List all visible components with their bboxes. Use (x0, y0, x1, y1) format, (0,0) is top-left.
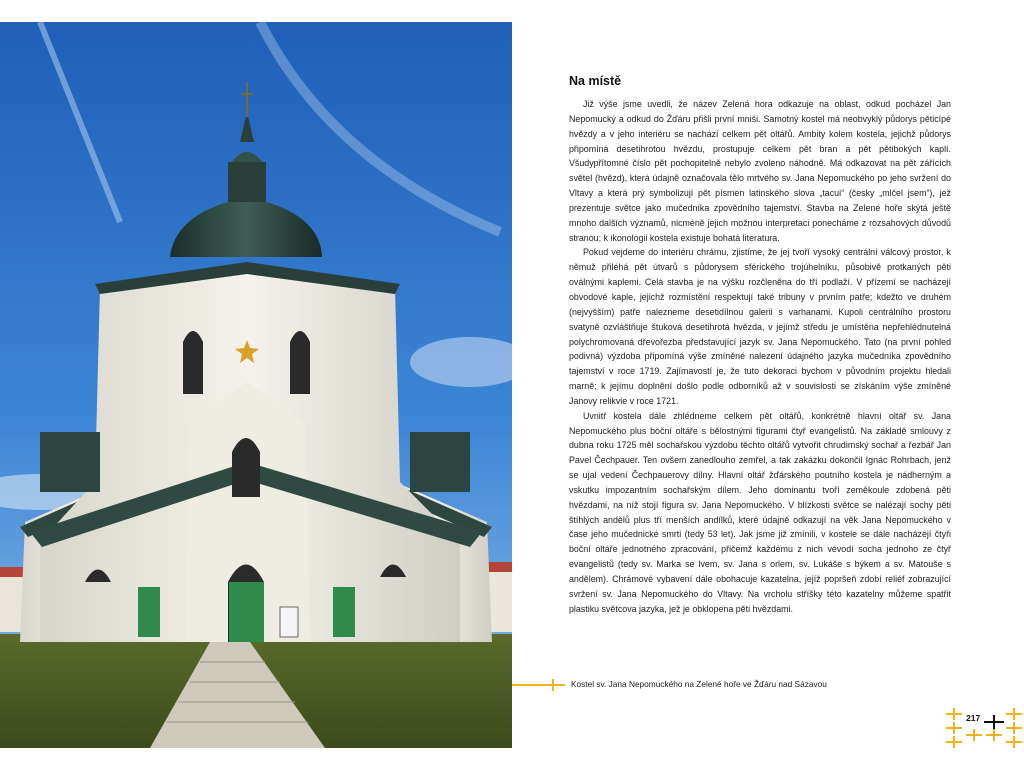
paragraph: Pokud vejdeme do interiéru chrámu, zjistíme, že jej tvoří vysoký centrální válcový prostor, k němuž přiléhá pět útvarů s půdorysem sférického trojúhelníku, působivě protkaných pěti oválnými kaplemi. Celá stavba je na výšku rozčleněna do tří podlaží. V přízemí se nacházejí obvodové kaple, jejichž rozmístění respektují také tribuny v prvním patře; kdežto ve druhém (nejvyšším) patře nalezneme desetidílnou galerii s varhanami. Kupoli centrálního prostoru svatyně ozvláštňuje štuková desetihrotá hvězda, v jejímž středu je umístěna nepřehlédnutelná polychromovaná dřevořezba představující jazyk sv. Jana Nepomuckého. Tato (na první pohled podivná) výzdoba připomíná výše zmíněné nalezení údajného jazyka mučedníka zpovědního tajemství v roce 1719. Zajímavostí je, že tuto dekoraci bychom v původním projektu hledali marně; k jejímu doplnění došlo podle odborníků až v souvislosti se získáním výše zmíněné Janovy relikvie v roce 1721. (569, 247, 951, 406)
paragraph: Již výše jsme uvedli, že název Zelená hora odkazuje na oblast, odkud pocházel Jan Nepomucký a odkud do Žďáru přišli první mniši. Samotný kostel má neobvyklý půdorys pěticípé hvězdy a v jeho interiéru se nachází celkem pět oltářů. Ambity kolem kostela, jejichž půdorys připomíná desetihrotou hvězdu, prostupuje celkem pět bran a pět pětibokých kaplí. Všudypřítomné číslo pět pochopitelně nebylo zvoleno náhodně. Má odkazovat na pět zářících světel (hvězd), která údajně označovala tělo mrtvého sv. Jana Nepomuckého po jeho svržení do Vltavy a která prý symbolizují pět písmen latinského slova „tacui“ (česky „mlčel jsem“), jež prezentuje světce jako mučedníka zpovědního tajemství. Stavba na Zelené hoře skýtá ještě mnoho dalších významů, nicméně jejich možnou interpretaci ponecháme z rozsahových důvodů stranou; k ikonologii kostela existuje bohatá literatura. (569, 99, 951, 243)
paragraph: Uvnitř kostela dále zhlédneme celkem pět oltářů, konkrétně hlavní oltář sv. Jana Nepomuckého plus boční oltáře s bělostnými figurami čtyř evangelistů. Na základě smlouvy z dubna roku 1725 měl sochařskou výzdobu těchto oltářů vytvořit chrudimský sochař a řezbář Jan Pavel Čechpauer. Ten ovšem zanedlouho zemřel, a tak zakázku dokončil Ignác Rohrbach, jenž se ujal vedení Čechpauerovy dílny. Hlavní oltář žďárského poutního kostela je nádherným a vskutku impozantním sochařským dílem. Jeho dominantu tvoří zeměkoule zdobená pěti hvězdami, na níž stojí figura sv. Jana Nepomuckého. V blízkosti světce se nalézají sochy pěti štíhlých andělů plus tří menších andílků, které údajně odkazují na věk Jana Nepomuckého v čase jeho mučednické smrti (tedy 53 let). Jak jsme již zmínili, v kostele se dále nacházejí čtyři boční oltáře jednotného zpracování, přičemž každému z nich vévodí socha jednoho ze čtyř evangelistů (tedy sv. Marka se lvem, sv. Jana s orlem, sv. Lukáše s býkem a sv. Matouše s andělem). Chrámové vybavení dále obohacuje kazatelna, jejíž popršeň zdobí reliéf zobrazující svržení sv. Jana Nepomuckého do Vltavy. Na vrcholu stříšky této kazatelny můžeme spatřit plastiku světcova jazyka, jež je obklopena pěti hvězdami. (569, 410, 951, 614)
section-heading: Na místě (569, 74, 622, 88)
caption-rule (512, 684, 565, 686)
corner-cross-pattern (944, 708, 1024, 748)
page-number: 217 (966, 713, 981, 723)
caption-rule-tick (552, 679, 554, 691)
photo-caption: Kostel sv. Jana Nepomuckého na Zelené hoře ve Žďáru nad Sázavou (571, 679, 827, 689)
church-photo (0, 22, 512, 748)
article-body (569, 97, 951, 617)
